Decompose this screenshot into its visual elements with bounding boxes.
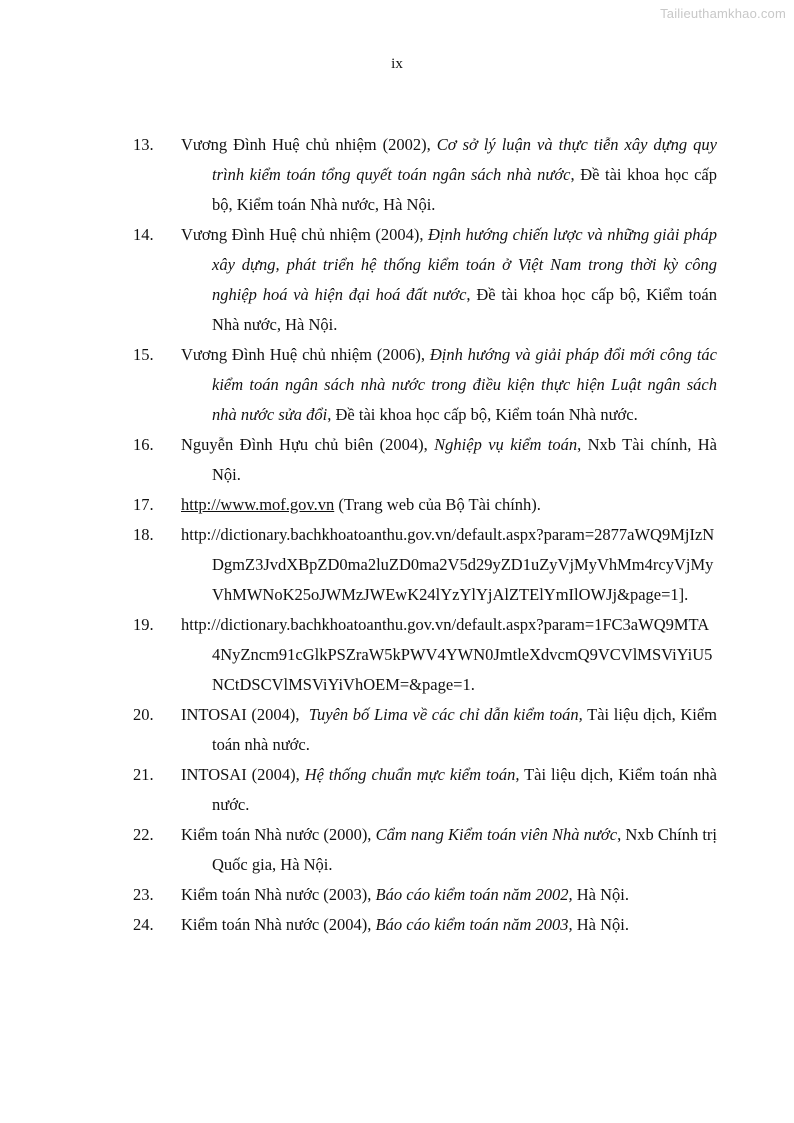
reference-item [133, 760, 717, 820]
reference-title: Cơ sở lý luận và thực tiễn xây dựng quy trình kiểm toán tổng quyết toán ngân sách nhà nước [212, 135, 717, 184]
reference-number: 15. [133, 345, 154, 364]
reference-details: (Trang web của Bộ Tài chính). [334, 495, 541, 514]
url-line: ViYiU5NCtDSCVlMSViYiVhOEM=&page=1. [212, 645, 713, 694]
reference-number: 20. [133, 705, 154, 724]
reference-title: Định hướng và giải pháp đổi mới công tác kiểm toán ngân sách nhà nước trong điều kiện thực hiện Luật ngân sách nhà nước sửa đổi [212, 345, 717, 424]
reference-author: Vương Đình Huệ chủ nhiệm (2004), [181, 225, 428, 244]
reference-author: Nguyễn Đình Hựu chủ biên (2004), [181, 435, 435, 454]
reference-number: 13. [133, 135, 154, 154]
reference-number: 24. [133, 915, 154, 934]
reference-details: Hà Nội. [572, 915, 629, 934]
reference-author: Kiểm toán Nhà nước (2003), [181, 885, 376, 904]
reference-author: INTOSAI (2004), [181, 705, 309, 724]
reference-details: , Đề tài khoa học cấp bộ, Kiểm toán Nhà nước, Hà Nội. [212, 165, 718, 214]
reference-url [181, 520, 717, 610]
reference-list [133, 130, 717, 940]
reference-number: 16. [133, 435, 154, 454]
reference-item [133, 910, 717, 940]
url-line: http://dictionary.bachkhoatoanthu.gov.vn/default.aspx?param=1FC3aWQ9M [181, 615, 689, 634]
reference-item [133, 520, 717, 610]
reference-author: INTOSAI (2004), [181, 765, 305, 784]
reference-title: Báo cáo kiểm toán năm 2003, [375, 915, 573, 934]
reference-number: 22. [133, 825, 154, 844]
url-line: page=1]. [629, 585, 689, 604]
url-line: TA4NyZncm91cGlkPSZraW5kPWV4YWN0JmtleXdvcmQ9VCVlMS [212, 615, 710, 664]
reference-url [181, 610, 717, 700]
reference-item [133, 430, 717, 490]
reference-details: , Nxb Chính trị Quốc gia, Hà Nội. [212, 825, 717, 874]
reference-item [133, 880, 717, 910]
reference-number: 18. [133, 525, 154, 544]
page-number: ix [391, 56, 403, 72]
watermark: Tailieuthamkhao.com [660, 6, 786, 21]
reference-author: Vương Đình Huệ chủ nhiệm (2002), [181, 135, 437, 154]
reference-number: 23. [133, 885, 154, 904]
reference-author: Kiểm toán Nhà nước (2000), [181, 825, 376, 844]
reference-title: Tuyên bố Lima về các chỉ dẫn kiểm toán, [308, 705, 583, 724]
reference-author: Kiểm toán Nhà nước (2004), [181, 915, 376, 934]
reference-details: , Đề tài khoa học cấp bộ, Kiểm toán Nhà nước, Hà Nội. [212, 285, 717, 334]
reference-number: 19. [133, 615, 154, 634]
reference-item [133, 130, 717, 220]
url-line: cyVjMyVhMWNoK25oJWMzJWEwK24lYzYlYjAlZTElYmIlOWJj& [212, 555, 714, 604]
reference-details: Tài liệu dịch, Kiểm toán nhà nước. [212, 765, 717, 814]
reference-item [133, 490, 717, 520]
url-line: http://dictionary.bachkhoatoanthu.gov.vn/default.aspx?param=2877aWQ9M [181, 525, 685, 544]
reference-details: Hà Nội. [572, 885, 629, 904]
reference-details: , Nxb Tài chính, Hà Nội. [212, 435, 717, 484]
reference-link[interactable]: http://www.mof.gov.vn [181, 495, 335, 514]
reference-title: Nghiệp vụ kiểm toán [434, 435, 578, 454]
reference-details: Tài liệu dịch, Kiểm toán nhà nước. [212, 705, 718, 754]
reference-item [133, 700, 717, 760]
reference-item [133, 820, 717, 880]
reference-number: 21. [133, 765, 154, 784]
reference-details: , Đề tài khoa học cấp bộ, Kiểm toán Nhà nước. [327, 405, 638, 424]
reference-author: Vương Đình Huệ chủ nhiệm (2006), [181, 345, 430, 364]
reference-number: 14. [133, 225, 154, 244]
reference-title: Hệ thống chuẩn mực kiểm toán, [304, 765, 520, 784]
reference-item [133, 610, 717, 700]
reference-title: Báo cáo kiểm toán năm 2002, [375, 885, 573, 904]
reference-item [133, 340, 717, 430]
reference-item [133, 220, 717, 340]
reference-title: Cẩm nang Kiểm toán viên Nhà nước [375, 825, 618, 844]
reference-number: 17. [133, 495, 154, 514]
url-line: jIzNDgmZ3JvdXBpZD0ma2luZD0ma2V5d29yZD1uZyVjMyVhMm4r [212, 525, 715, 574]
reference-title: Định hướng chiến lược và những giải pháp xây dựng, phát triển hệ thống kiểm toán ở Việt Nam trong thời kỳ công nghiệp hoá và hiện đại hoá đất nước [212, 225, 717, 304]
